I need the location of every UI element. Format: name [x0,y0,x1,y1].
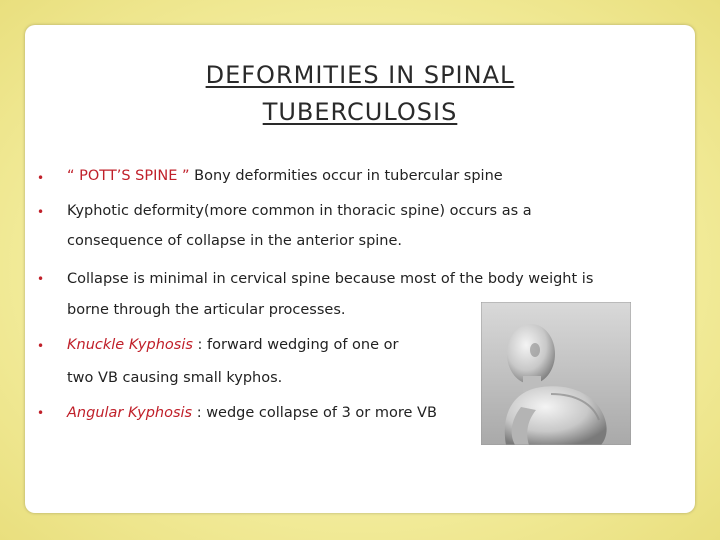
bullet-4-line-2: two VB causing small kyphos. [67,370,283,386]
kyphosis-photo-illustration [481,302,631,445]
title-line-2: TUBERCULOSIS [262,98,458,126]
bullet-marker: • [37,272,45,286]
bullet-marker: • [37,406,45,420]
bullet-2-line-1: Kyphotic deformity(more common in thoracic spine) occurs as a [67,203,532,219]
bullet-marker: • [37,339,45,353]
knuckle-kyphosis-emphasis: Knuckle Kyphosis [67,337,193,353]
bullet-5-line-1: Angular Kyphosis : wedge collapse of 3 or more VB [67,405,437,421]
patient-photo [481,302,631,445]
bullet-2-line-2: consequence of collapse in the anterior spine. [67,233,403,249]
bullet-marker: • [37,205,45,219]
bullet-marker: • [37,171,45,185]
bullet-3-line-1: Collapse is minimal in cervical spine because most of the body weight is [67,271,594,287]
pott-spine-emphasis: “ POTT’S SPINE ” [67,168,190,184]
bullet-1-line-1: “ POTT’S SPINE ” Bony deformities occur in tubercular spine [67,168,503,184]
bullet-4-line-1: Knuckle Kyphosis : forward wedging of one or [67,337,399,353]
title-line-1: DEFORMITIES IN SPINAL [205,61,515,89]
bullet-3-line-2: borne through the articular processes. [67,302,346,318]
slide-card [25,25,695,513]
angular-kyphosis-emphasis: Angular Kyphosis [67,405,193,421]
